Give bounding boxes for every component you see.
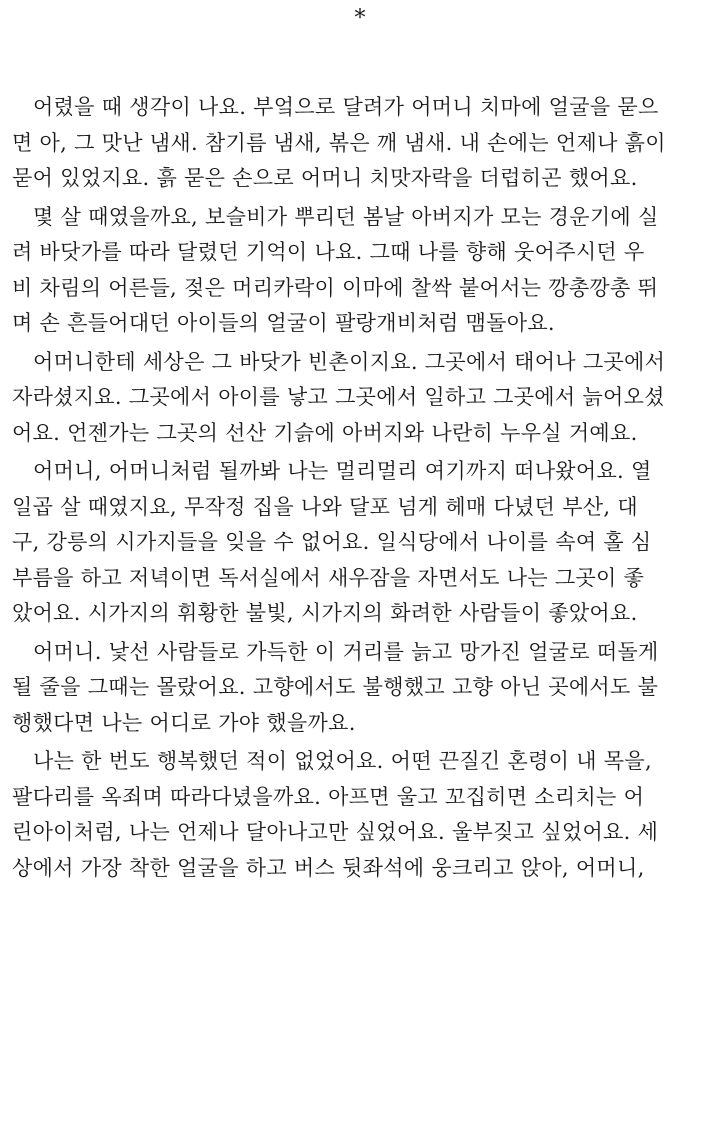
text-line: 나는 한 번도 행복했던 적이 없었어요. 어떤 끈질긴 혼령이 내 목을, [33,749,652,773]
text-line: 어머니. 낯선 사람들로 가득한 이 거리를 늙고 망가진 얼굴로 떠돌게 [33,639,659,664]
paragraph-5 [12,635,712,742]
body-text [12,90,712,889]
text-line: 몇 살 때였을까요, 보슬비가 뿌리던 봄날 아버지가 모는 경운기에 실 [33,204,659,229]
text-line: 부름을 하고 저녁이면 독서실에서 새우잠을 자면서도 나는 그곳이 좋 [12,565,645,590]
text-line: 될 줄을 그때는 몰랐어요. 고향에서도 불행했고 고향 아닌 곳에서도 불 [12,675,659,699]
text-line: 려 바닷가를 따라 달렸던 기억이 나요. 그때 나를 향해 웃어주시던 우 [12,240,645,264]
text-line: 면 아, 그 맛난 냄새. 참기름 냄새, 볶은 깨 냄새. 내 손에는 언제나 흙이 [12,130,666,155]
text-line: 구, 강릉의 시가지들을 잊을 수 없어요. 일식당에서 나이를 속여 홀 심 [12,530,652,554]
text-line: 어렸을 때 생각이 나요. 부엌으로 달려가 어머니 치마에 얼굴을 묻으 [33,95,659,119]
text-line: 어머니한테 세상은 그 바닷가 빈촌이지요. 그곳에서 태어나 그곳에서 [33,349,666,374]
text-line: 팔다리를 옥죄며 따라다녔을까요. 아프면 울고 꼬집히면 소리치는 어 [12,784,645,809]
text-line: 비 차림의 어른들, 젖은 머리카락이 이마에 찰싹 붙어서는 깡총깡총 뛰 [12,275,659,300]
paragraph-3 [12,345,712,452]
text-line: 았어요. 시가지의 휘황한 불빛, 시가지의 화려한 사람들이 좋았어요. [12,601,638,625]
text-line: 일곱 살 때였지요, 무작정 집을 나와 달포 넘게 헤매 다녔던 부산, 대 [12,494,638,519]
text-line: 며 손 흔들어대던 아이들의 얼굴이 팔랑개비처럼 맴돌아요. [12,311,555,335]
section-break-marker: * [354,6,366,31]
text-line: 자라셨지요. 그곳에서 아이를 낳고 그곳에서 일하고 그곳에서 늙어오셨 [12,385,665,409]
paragraph-2 [12,200,712,342]
text-line: 린아이처럼, 나는 언제나 달아나고만 싶었어요. 울부짖고 싶었어요. 세 [12,820,659,844]
paragraph-1 [12,90,712,197]
text-line: 행했다면 나는 어디로 가야 했을까요. [12,710,356,735]
paragraph-4 [12,454,712,632]
text-line: 어요. 언젠가는 그곳의 선산 기슭에 아버지와 나란히 누우실 거예요. [12,420,638,445]
text-line: 어머니, 어머니처럼 될까봐 나는 멀리멀리 여기까지 떠나왔어요. 열 [33,459,652,483]
paragraph-6 [12,744,712,886]
text-line: 묻어 있었지요. 흙 묻은 손으로 어머니 치맛자락을 더럽히곤 했어요. [12,166,638,190]
text-line: 상에서 가장 착한 얼굴을 하고 버스 뒷좌석에 웅크리고 앉아, 어머니, [12,855,645,880]
